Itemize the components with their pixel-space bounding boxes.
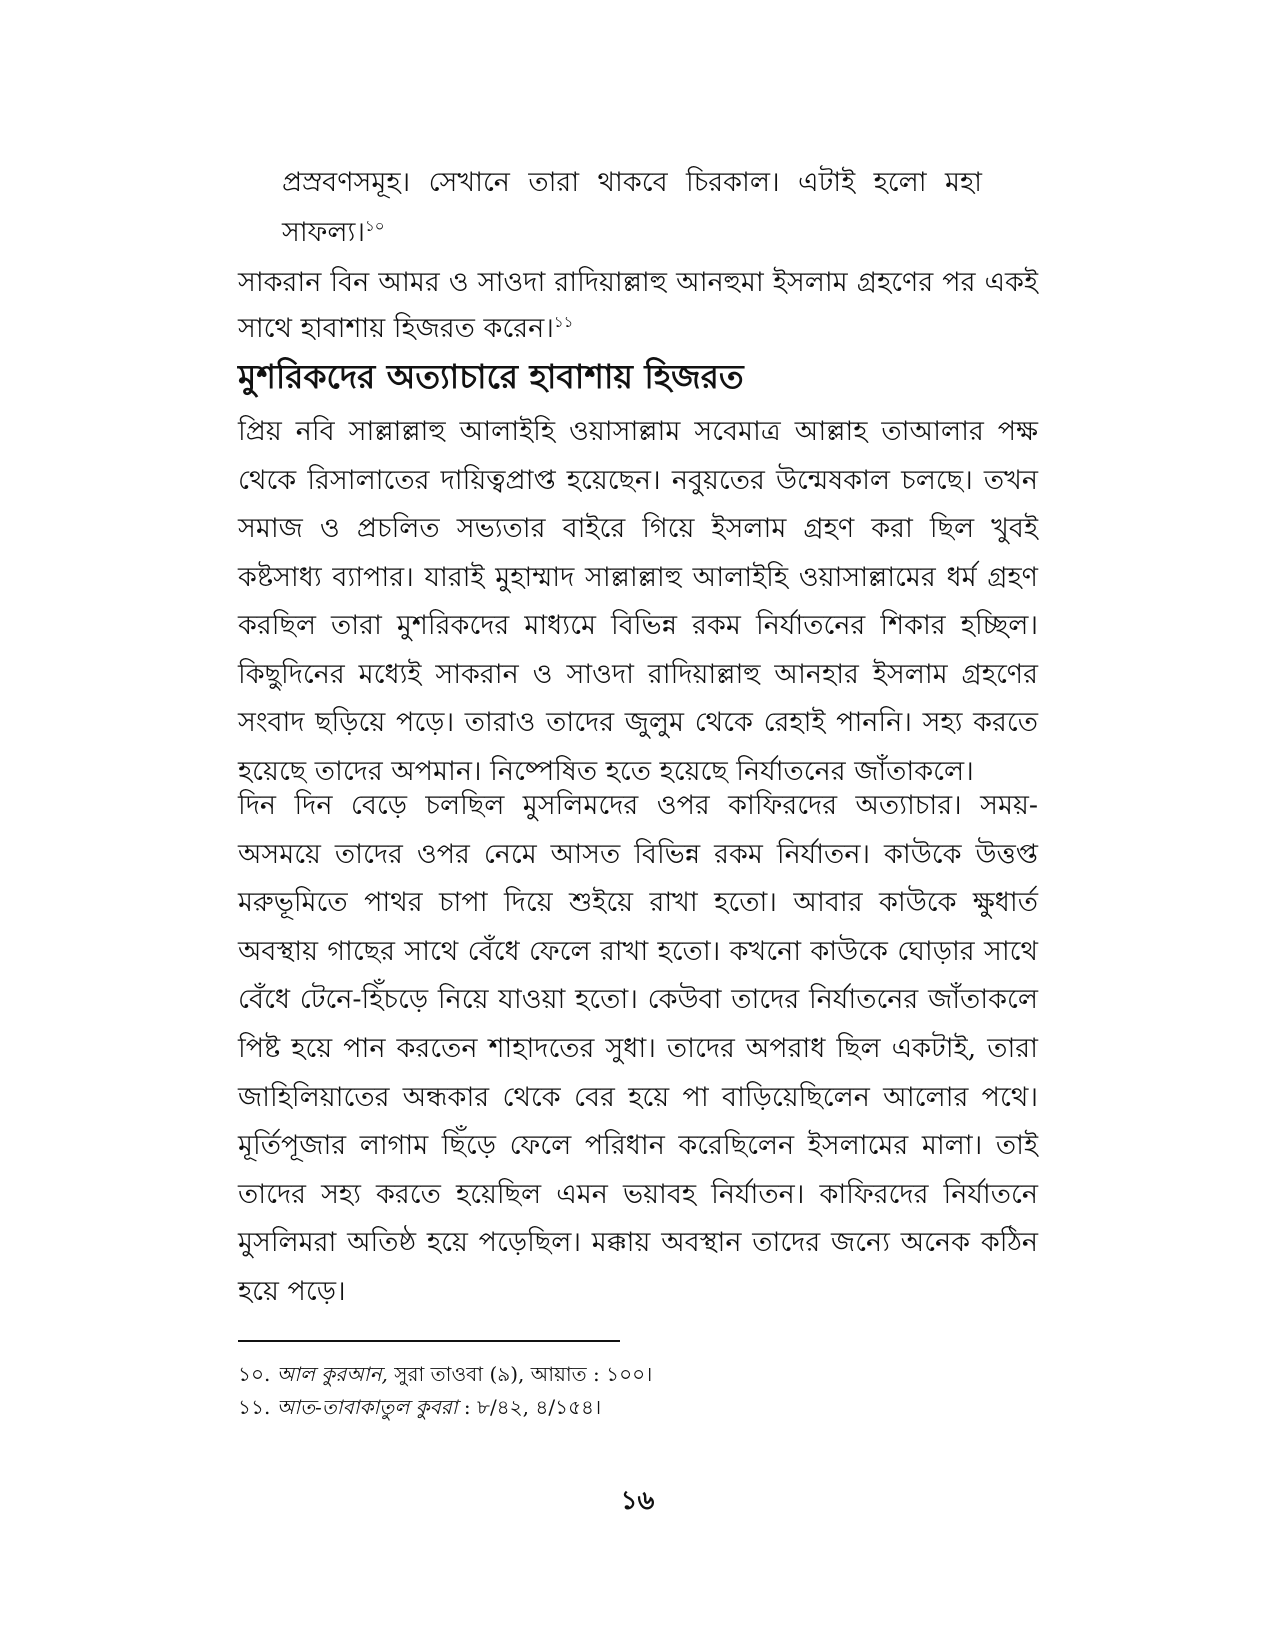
footnote-detail: সুরা তাওবা (৯), আয়াত : ১০০। — [394, 1362, 653, 1386]
footnote-ref-11[interactable]: ১১ — [553, 313, 574, 331]
footnote-divider — [238, 1340, 620, 1342]
quote-block — [282, 158, 982, 258]
footnote-source: আত-তাবাকাতুল কুবরা — [276, 1395, 458, 1419]
paragraph-hijrah-note — [238, 260, 1038, 352]
footnote-10 — [238, 1358, 1038, 1391]
footnote-detail: : ৮/৪২, ৪/১৫৪। — [463, 1395, 602, 1419]
footnote-source: আল কুরআন, — [276, 1362, 388, 1386]
footnote-11 — [238, 1391, 1038, 1424]
paragraph-torture: দিন দিন বেড়ে চলছিল মুসলিমদের ওপর কাফিরদের অত্যাচার। সময়-অসময়ে তাদের ওপর নেমে আসত বিভিন্ন রকম নির্যাতন। কাউকে উত্তপ্ত মরুভূমিতে পাথর চাপা দিয়ে শুইয়ে রাখা হতো। আবার কাউকে ক্ষুধার্ত অবস্থায় গাছের সাথে বেঁধে ফেলে রাখা হতো। কখনো কাউকে ঘোড়ার সাথে বেঁধে টেনে-হিঁচড়ে নিয়ে যাওয়া হতো। কেউবা তাদের নির্যাতনের জাঁতাকলে পিষ্ট হয়ে পান করতেন শাহাদতের সুধা। তাদের অপরাধ ছিল একটাই, তারা জাহিলিয়াতের অন্ধকার থেকে বের হয়ে পা বাড়িয়েছিলেন আলোর পথে। মূর্তিপূজার লাগাম ছিঁড়ে ফেলে পরিধান করেছিলেন ইসলামের মালা। তাই তাদের সহ্য করতে হয়েছিল এমন ভয়াবহ নির্যাতন। কাফিরদের নির্যাতনে মুসলিমরা অতিষ্ঠ হয়ে পড়েছিল। মক্কায় অবস্থান তাদের জন্যে অনেক কঠিন হয়ে পড়ে। — [238, 790, 1038, 1307]
page-number: ১৬ — [620, 1486, 655, 1516]
paragraph-text: সাকরান বিন আমর ও সাওদা রাদিয়াল্লাহু আনহুমা ইসলাম গ্রহণের পর একই সাথে হাবাশায় হিজরত করেন। — [238, 267, 1038, 344]
paragraph-persecution: প্রিয় নবি সাল্লাল্লাহু আলাইহি ওয়াসাল্লাম সবেমাত্র আল্লাহ তাআলার পক্ষ থেকে রিসালাতের দায়িত্বপ্রাপ্ত হয়েছেন। নবুয়তের উন্মেষকাল চলছে। তখন সমাজ ও প্রচলিত সভ্যতার বাইরে গিয়ে ইসলাম গ্রহণ করা ছিল খুবই কষ্টসাধ্য ব্যাপার। যারাই মুহাম্মাদ সাল্লাল্লাহু আলাইহি ওয়াসাল্লামের ধর্ম গ্রহণ করছিল তারা মুশরিকদের মাধ্যমে বিভিন্ন রকম নির্যাতনের শিকার হচ্ছিল। কিছুদিনের মধ্যেই সাকরান ও সাওদা রাদিয়াল্লাহু আনহার ইসলাম গ্রহণের সংবাদ ছড়িয়ে পড়ে। তারাও তাদের জুলুম থেকে রেহাই পাননি। সহ্য করতে হয়েছে তাদের অপমান। নিষ্পেষিত হতে হয়েছে নির্যাতনের জাঁতাকলে। — [238, 416, 1038, 787]
footnote-number: ১১. — [238, 1395, 271, 1419]
footnote-number: ১০. — [238, 1362, 271, 1386]
footnote-ref-10[interactable]: ১০ — [365, 217, 385, 235]
section-heading: মুশরিকদের অত্যাচারে হাবাশায় হিজরত — [238, 357, 744, 396]
footnotes — [238, 1358, 1038, 1424]
quote-text: প্রস্রবণসমূহ। সেখানে তারা থাকবে চিরকাল। এটাই হলো মহা সাফল্য। — [282, 167, 982, 248]
